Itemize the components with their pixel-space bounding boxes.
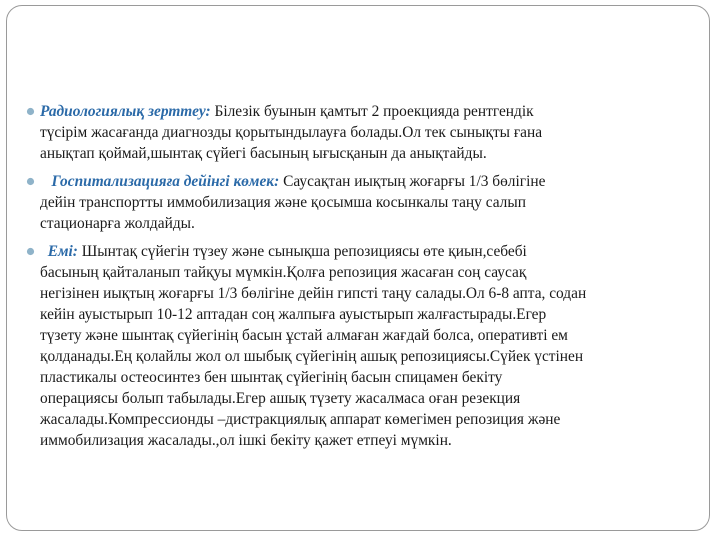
bullet-line: дейін транспортты иммобилизация және қосымша косынкалы таңу салып xyxy=(40,194,526,211)
bullet-treatment xyxy=(26,241,698,451)
bullet-line: пластикалы остеосинтез бен шынтақ сүйегінің басын спицамен бекіту xyxy=(40,369,503,386)
bullet-line: кейін ауыстырып 10-12 аптадан соң жалпыға ауыстырып жалғастырады.Егер xyxy=(40,306,547,323)
bullet-line: негізінен иықтың жоғарғы 1/3 бөлігіне дейін гипсті таңу салады.Ол 6-8 апта, содан xyxy=(40,285,587,302)
bullet-dot-icon xyxy=(26,247,35,256)
bullet-term: Госпитализацияға дейінгі көмек: xyxy=(51,173,280,190)
bullet-line: операциясы болып табылады.Егер ашық түзету жасалмаса оған резекция xyxy=(40,390,521,407)
bullet-line: анықтап қоймай,шынтақ сүйегі басының ығысқанын да анықтайды. xyxy=(40,145,487,162)
bullet-line: стационарға жолдайды. xyxy=(40,215,195,232)
bullet-dot-icon xyxy=(26,177,35,186)
bullet-line: Емі: Шынтақ сүйегін түзеу және сынықша репозициясы өте қиын,себебі xyxy=(47,243,527,260)
slide-content xyxy=(26,101,698,458)
bullet-prehospital xyxy=(26,171,698,234)
bullet-line: Госпитализацияға дейінгі көмек: Саусақтан иықтың жоғарғы 1/3 бөлігіне xyxy=(51,173,546,190)
bullet-radiology xyxy=(26,101,698,164)
bullet-term: Радиологиялық зерттеу: xyxy=(40,103,211,120)
bullet-line: Радиологиялық зерттеу: Білезік буынын қамтыт 2 проекцияда рентгендік xyxy=(40,103,534,120)
bullet-line: түсірім жасағанда диагнозды қорытындылауға болады.Ол тек сынықты ғана xyxy=(40,124,543,141)
bullet-line: жасалады.Компрессионды –дистракциялық аппарат көмегімен репозиция және xyxy=(40,411,561,428)
bullet-line: қолданады.Ең қолайлы жол ол шыбық сүйегінің ашық репозициясы.Сүйек үстінен xyxy=(40,348,584,365)
bullet-term: Емі: xyxy=(47,243,78,260)
bullet-line: түзету және шынтақ сүйегінің басын ұстай алмаған жағдай болса, оперативті ем xyxy=(40,327,568,344)
bullet-line: иммобилизация жасалады.,ол ішкі бекіту қажет етпеуі мүмкін. xyxy=(40,432,452,449)
bullet-dot-icon xyxy=(26,107,35,116)
bullet-line: басының қайталанып тайқуы мүмкін.Қолға репозиция жасаған соң саусақ xyxy=(40,264,527,281)
